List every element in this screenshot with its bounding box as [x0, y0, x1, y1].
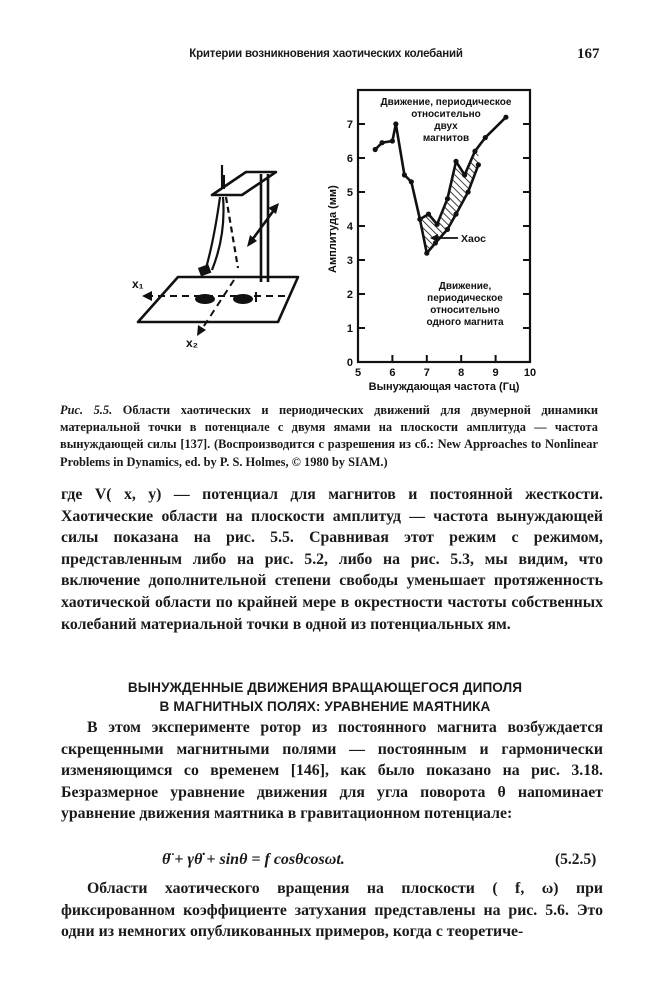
amplitude-frequency-chart — [322, 78, 537, 396]
annotation-top-line-4: магнитов — [422, 133, 470, 144]
data-point — [453, 212, 458, 217]
pendulum-bob — [198, 264, 211, 276]
y-tick-label: 3 — [346, 255, 353, 267]
y-tick-label: 1 — [346, 323, 353, 335]
y-tick-label: 2 — [346, 289, 353, 301]
paragraph-2-text: В этом эксперименте ротор из постоянного магнита возбуждается скрещенными магнитными полями — постоянным и гармонически изменяющимся со временем [146], как было показано на рис. 3.18. Безразмерное уравнение движения для угла поворота θ напоминает уравнение движения маятника в гравитационном потенциале: — [61, 719, 603, 823]
x2-axis — [200, 280, 234, 332]
data-point — [462, 172, 467, 177]
data-point — [379, 140, 384, 145]
caption-lead: Рис. 5.5. — [60, 403, 113, 417]
x-axis-label: Вынуждающая частота (Гц) — [368, 381, 520, 393]
annotation-chaos: Хаос — [461, 233, 486, 245]
base-plate — [138, 277, 298, 322]
x-tick-label: 9 — [492, 367, 499, 379]
pendulum-wire-displaced — [226, 197, 238, 268]
data-point — [373, 147, 378, 152]
caption-body: Области хаотических и периодических движений для двумерной динамики материальной точки в потенциале с двумя ямами на плоскости амплитуда — частота вынуждающей силы [137]. (Воспроизводится с разрешения из сб.: New Approaches to Nonlinear Problems in Dynamics, ed. by P. S. Holmes, © 1980 by SIAM.) — [60, 403, 598, 469]
data-point — [424, 251, 429, 256]
annotation-top-line-2: относительно — [411, 109, 481, 120]
equation: θ̈ + γθ̇ + sinθ = f cosθcosωt. — [162, 851, 345, 868]
x-tick-label: 6 — [389, 367, 396, 379]
y-tick-label: 5 — [346, 187, 353, 199]
figure-caption — [60, 402, 598, 471]
y-axis-label: Амплитуда (мм) — [327, 185, 339, 273]
annotation-bottom-line-3: относительно — [430, 305, 500, 316]
data-point — [445, 196, 450, 201]
data-point — [426, 212, 431, 217]
data-point — [476, 162, 481, 167]
annotation-top-line-3: двух — [434, 121, 458, 132]
pendulum-wire — [206, 197, 220, 268]
section-heading-line-2: В МАГНИТНЫХ ПОЛЯХ: УРАВНЕНИЕ МАЯТНИКА — [159, 699, 491, 714]
data-point — [393, 121, 398, 126]
y-tick-label: 6 — [346, 153, 353, 165]
running-title: Критерии возникновения хаотических колебаний — [189, 48, 463, 60]
y-tick-label: 7 — [346, 119, 353, 131]
data-point — [465, 189, 470, 194]
paragraph-1: где V( x, y) — потенциал для магнитов и постоянной жесткости. Хаотические области на плоскости амплитуд — частота вынуждающей силы показана на рис. 5.5. Сравнивая этот режим с режимом, представленным либо на рис. 5.2, либо на рис. 5.3, мы видим, что включение дополнительной степени свободы уменьшает протяженность хаотической области по крайней мере в окрестности частоты собственных колебаний материальной точки в одной из потенциальных ям. — [61, 486, 603, 633]
page-number: 167 — [577, 46, 600, 62]
x-tick-label: 8 — [458, 367, 465, 379]
data-point — [445, 227, 450, 232]
x2-label: x₂ — [186, 336, 199, 350]
annotation-top-line-1: Движение, периодическое — [380, 97, 512, 108]
drive-arrow — [252, 210, 274, 240]
annotation-bottom-line-2: периодическое — [427, 293, 503, 304]
y-tick-label: 4 — [346, 221, 353, 233]
data-point — [472, 149, 477, 154]
apparatus-illustration — [128, 150, 313, 350]
paragraph-3-text: Области хаотического вращения на плоскости ( f, ω) при фиксированном коэффициенте затухания представлены на рис. 5.6. Это одни из немногих опубликованных примеров, когда с теоретиче- — [61, 880, 603, 941]
data-point — [483, 135, 488, 140]
x-tick-label: 5 — [354, 367, 362, 379]
data-point — [409, 179, 414, 184]
x1-label: x₁ — [132, 277, 144, 291]
paragraph-3 — [61, 878, 603, 943]
data-point — [402, 172, 407, 177]
data-point — [503, 115, 508, 120]
data-point — [390, 138, 395, 143]
y-tick-label: 0 — [346, 357, 353, 369]
equation-number: (5.2.5) — [555, 851, 597, 868]
section-heading — [60, 678, 590, 716]
data-point — [417, 217, 422, 222]
x-tick-label: 7 — [423, 367, 430, 379]
data-point — [453, 159, 458, 164]
section-heading-line-1: ВЫНУЖДЕННЫЕ ДВИЖЕНИЯ ВРАЩАЮЩЕГОСЯ ДИПОЛЯ — [127, 680, 523, 695]
x-tick-label: 10 — [523, 367, 537, 379]
annotation-bottom-line-1: Движение, — [438, 281, 492, 292]
annotation-bottom-line-4: одного магнита — [426, 317, 504, 328]
paragraph-2 — [61, 717, 603, 825]
data-point — [435, 222, 440, 227]
